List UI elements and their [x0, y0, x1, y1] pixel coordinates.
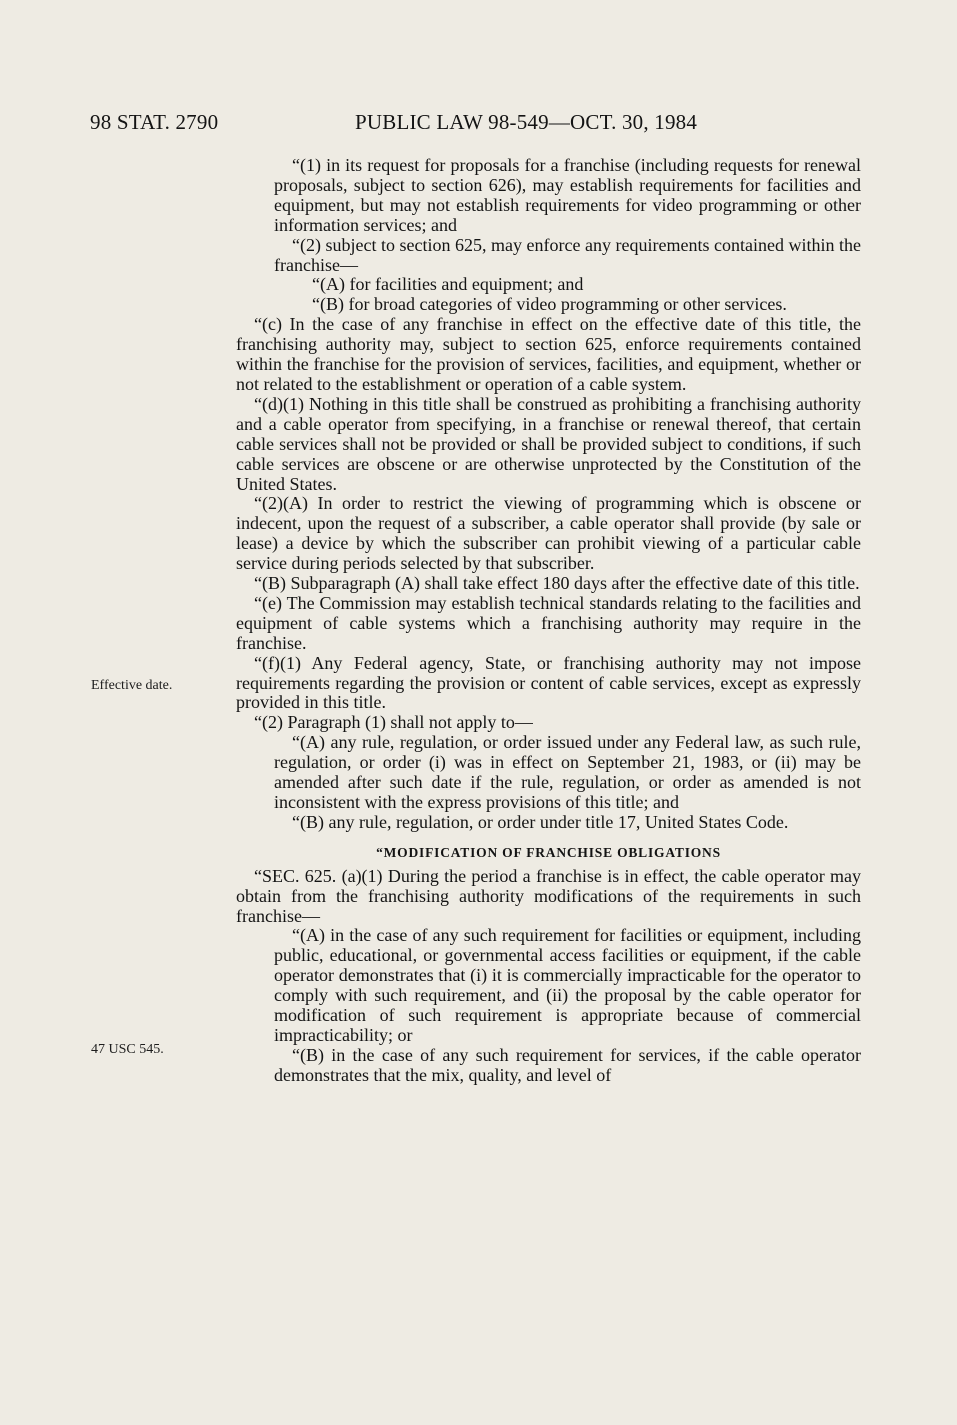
paragraph-1: [198, 156, 861, 236]
paragraph-2b: [236, 295, 861, 315]
section-625-intro: “SEC. 625. (a)(1) During the period a franchise is in effect, the cable operator may obtain from the franchising authority modifications of the requirements in such franchise—: [236, 865, 861, 926]
margin-note-effective-date: Effective date.: [91, 678, 173, 693]
paragraph-2a: [236, 275, 861, 295]
paragraph-f2: “(2) Paragraph (1) shall not apply to—: [254, 712, 533, 733]
section-heading: “MODIFICATION OF FRANCHISE OBLIGATIONS: [376, 844, 721, 860]
paragraph-c: “(c) In the case of any franchise in effect on the effective date of this title, the franchising authority may, subject to section 625, enforce requirements contained within the franchise for the provision of services, facilities, and equipment, whether or not related to the establishment or operation of a cable system.: [236, 314, 861, 394]
paragraph-f2a: “(A) any rule, regulation, or order issued under any Federal law, as such rule, regulation, or order (i) was in effect on September 21, 1983, or (ii) may be amended after such date if the rule, regulation, or order as amended is not inconsistent with the express provisions of this title; and: [274, 732, 861, 812]
body-text: [236, 156, 861, 1086]
paragraph-d2a: “(2)(A) In order to restrict the viewing of programming which is obscene or indecent, upon the request of a subscriber, a cable operator shall provide (by sale or lease) a device by which the subscriber can prohibit viewing of a particular cable service during periods selected by that subscriber.: [236, 493, 861, 574]
paragraph-f1: “(f)(1) Any Federal agency, State, or franchising authority may not impose requirements regarding the provision or content of cable services, except as expressly provided in this title.: [236, 652, 861, 713]
page-header: [90, 110, 860, 140]
paragraph-2: [198, 236, 861, 276]
public-law-title: PUBLIC LAW 98-549—OCT. 30, 1984: [355, 110, 698, 134]
margin-note-usc-cite: 47 USC 545.: [91, 1042, 164, 1057]
paragraph-2-text: “(2) subject to section 625, may enforce any requirements contained within the franchise—: [274, 234, 861, 275]
stat-page-number: 98 STAT. 2790: [90, 110, 219, 134]
paragraph-d1: “(d)(1) Nothing in this title shall be construed as prohibiting a franchising authority and a cable operator from specifying, in a franchise or renewal thereof, that certain cable services shall not be provided or shall be provided subject to conditions, if such cable services are obscene or are otherwise unprotected by the Constitution of the United States.: [236, 393, 861, 494]
section-625-b: “(B) in the case of any such requirement for services, if the cable operator demonstrates that the mix, quality, and level of: [274, 1044, 861, 1085]
paragraph-1-text: “(1) in its request for proposals for a franchise (including requests for renewal proposals, subject to section 626), may establish requirements for facilities and equipment, but may not establish requirements for video programming or other information services; and: [274, 155, 861, 235]
paragraph-e: “(e) The Commission may establish technical standards relating to the facilities and equipment of cable systems which a franchising authority may require in the franchise.: [236, 592, 861, 653]
paragraph-d2b: “(B) Subparagraph (A) shall take effect 180 days after the effective date of this title.: [254, 573, 860, 594]
paragraph-2a-text: “(A) for facilities and equipment; and: [312, 274, 584, 295]
section-625-a: “(A) in the case of any such requirement for facilities or equipment, including public, educational, or governmental access facilities or equipment, if the cable operator demonstrates that (i) it is commercially impracticable for the operator to comply with such requirement, and (ii) the proposal by the cable operator for modification of such requirement is appropriate because of commercial impracticability; or: [274, 925, 861, 1045]
paragraph-f2b: “(B) any rule, regulation, or order under title 17, United States Code.: [292, 811, 789, 832]
paragraph-2b-text: “(B) for broad categories of video programming or other services.: [312, 294, 787, 315]
